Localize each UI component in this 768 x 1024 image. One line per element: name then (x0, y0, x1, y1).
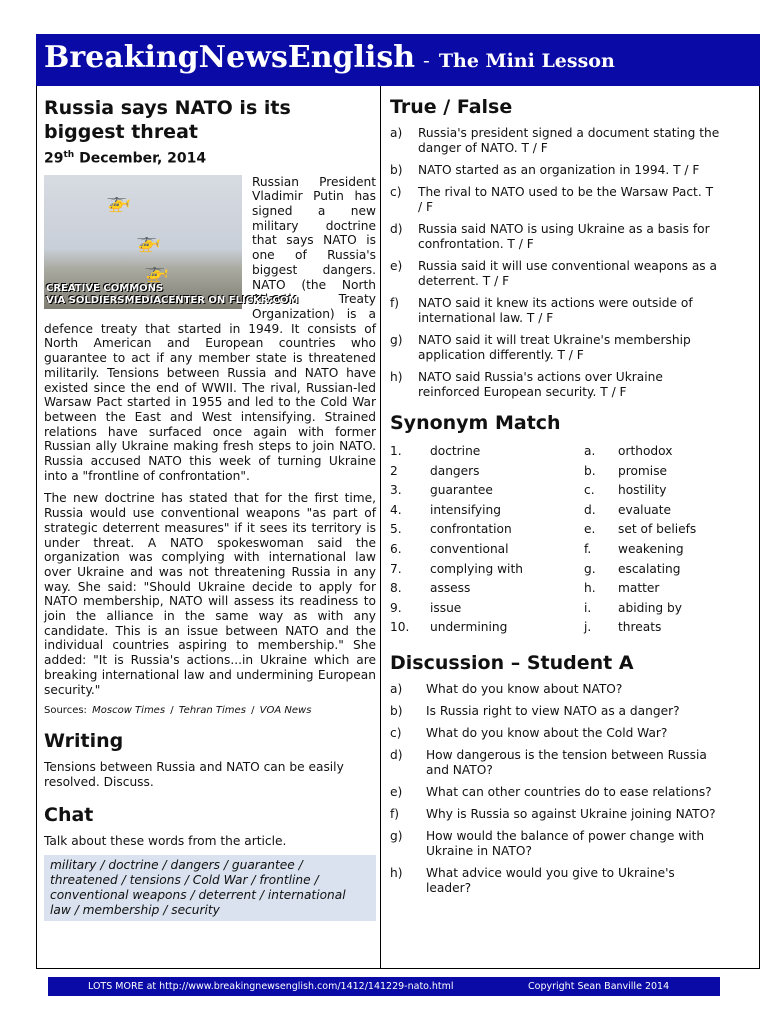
synonym-letter: j. (584, 620, 592, 635)
discussion-question: Why is Russia so against Ukraine joining NATO? (426, 806, 716, 821)
synonym-match: hostility (618, 483, 667, 498)
article-date (44, 150, 376, 167)
synonym-word: dangers (430, 463, 480, 478)
true-false-item (390, 333, 720, 363)
synonym-table (390, 442, 720, 638)
true-false-item (390, 163, 720, 178)
header-banner (36, 34, 760, 86)
synonym-match: matter (618, 581, 660, 596)
true-false-item (390, 222, 720, 252)
synonym-row (390, 520, 720, 540)
true-false-item (390, 370, 720, 400)
item-key: c) (390, 185, 402, 199)
left-column (44, 96, 376, 921)
item-key: h) (390, 370, 403, 384)
item-key: f) (390, 806, 400, 821)
synonym-letter: e. (584, 522, 596, 537)
item-key: b) (390, 703, 403, 718)
synonym-match: abiding by (618, 600, 682, 615)
source-voa-news: VOA News (259, 705, 312, 717)
synonym-match: promise (618, 463, 668, 478)
item-key: h) (390, 865, 403, 880)
synonym-number: 8. (390, 581, 402, 596)
item-statement: NATO started as an organization in 1994. T / F (418, 163, 700, 177)
discussion-item (390, 748, 720, 778)
synonym-match: set of beliefs (618, 522, 697, 537)
helicopter-icon: 🚁 (144, 258, 169, 283)
article-title: Russia says NATO is its biggest threat (44, 97, 291, 143)
synonym-number: 9. (390, 600, 402, 615)
header-dash: - (423, 48, 430, 72)
article-body (44, 175, 376, 698)
synonym-match: orthodox (618, 444, 673, 458)
synonym-letter: b. (584, 463, 596, 478)
synonym-match: evaluate (618, 502, 672, 517)
synonym-word: guarantee (430, 483, 493, 498)
synonym-row (390, 560, 720, 580)
discussion-question: What can other countries do to ease relations? (426, 784, 712, 799)
source-separator: / (170, 705, 174, 717)
footer-url-link[interactable]: LOTS MORE at http://www.breakingnewsenglish.com/1412/141229-nato.html (88, 981, 454, 992)
synonym-number: 6. (390, 541, 402, 556)
discussion-item (390, 829, 720, 859)
discussion-heading: Discussion – Student A (390, 651, 634, 674)
discussion-list (390, 682, 720, 896)
synonym-row (390, 481, 720, 501)
synonym-word: complying with (430, 561, 523, 576)
synonym-number: 1. (390, 444, 402, 458)
synonym-match: threats (618, 620, 662, 635)
chat-heading: Chat (44, 804, 94, 827)
item-key: e) (390, 784, 403, 799)
synonym-row (390, 462, 720, 482)
footer-copyright: Copyright Sean Banville 2014 (528, 981, 670, 992)
discussion-item (390, 807, 720, 822)
synonym-word: conventional (430, 541, 509, 556)
synonym-heading: Synonym Match (390, 412, 561, 434)
true-false-item (390, 185, 720, 215)
synonym-number: 5. (390, 522, 402, 537)
synonym-word: intensifying (430, 502, 501, 517)
synonym-number: 2 (390, 463, 398, 478)
discussion-question: Is Russia right to view NATO as a danger? (426, 703, 680, 718)
synonym-word: confrontation (430, 522, 512, 537)
source-separator: / (251, 705, 255, 717)
helicopter-icon: 🚁 (136, 228, 161, 253)
synonym-word: undermining (430, 620, 508, 635)
discussion-question: What do you know about the Cold War? (426, 725, 668, 740)
date-suffix: th (63, 150, 75, 160)
header-subtitle: The Mini Lesson (438, 50, 615, 72)
synonym-number: 4. (390, 502, 402, 517)
discussion-question: How would the balance of power change with Ukraine in NATO? (426, 828, 705, 858)
discussion-item (390, 866, 720, 896)
synonym-row (390, 540, 720, 560)
item-statement: Russia said NATO is using Ukraine as a basis for confrontation. T / F (418, 222, 710, 251)
date-rest: December, 2014 (74, 150, 207, 167)
item-key: a) (390, 126, 403, 140)
true-false-item (390, 296, 720, 326)
discussion-item (390, 726, 720, 741)
sources-line (44, 705, 376, 716)
item-key: g) (390, 333, 403, 347)
synonym-letter: f. (584, 541, 592, 556)
sources-label: Sources: (44, 705, 87, 717)
article-photo (44, 175, 299, 309)
item-statement: NATO said Russia's actions over Ukraine reinforced European security. T / F (418, 370, 663, 399)
synonym-row (390, 579, 720, 599)
discussion-question: What do you know about NATO? (426, 681, 623, 696)
synonym-number: 7. (390, 561, 402, 576)
item-statement: Russia's president signed a document stating the danger of NATO. T / F (418, 126, 720, 155)
synonym-row (390, 599, 720, 619)
synonym-word: issue (430, 600, 462, 615)
synonym-letter: i. (584, 600, 592, 615)
item-key: c) (390, 725, 402, 740)
right-column (390, 96, 720, 903)
synonym-row (390, 501, 720, 521)
writing-prompt: Tensions between Russia and NATO can be easily resolved. Discuss. (44, 760, 344, 790)
helicopter-icon: 🚁 (106, 188, 131, 213)
discussion-item (390, 785, 720, 800)
writing-heading: Writing (44, 730, 124, 753)
chat-instruction: Talk about these words from the article. (44, 834, 287, 849)
item-key: d) (390, 222, 403, 236)
true-false-item (390, 259, 720, 289)
true-false-list (390, 126, 720, 400)
item-key: a) (390, 681, 403, 696)
synonym-number: 10. (390, 620, 410, 635)
true-false-heading: True / False (390, 96, 513, 118)
article-paragraph-2: The new doctrine has stated that for the first time, Russia would use conventional weapons "as part of strategic deterrent measures" if it sees its territory is under threat. A NATO spokeswoman said the organization was complying with international law over Ukraine and was not threatening Russia in any way. She said: "Should Ukraine decide to apply for NATO membership, NATO will assess its readiness to join the alliance in the same way as with any candidate. This is an issue between NATO and the individual countries aspiring to membership." She added: "It is Russia's actions...in Ukraine which are breaking international law and undermining European security." (44, 491, 376, 697)
item-statement: The rival to NATO used to be the Warsaw Pact. T / F (418, 185, 714, 214)
synonym-row (390, 618, 720, 638)
item-key: b) (390, 163, 403, 177)
discussion-item (390, 682, 720, 697)
photo-credit-source: VIA SOLDIERSMEDIACENTER ON FLICKR.COM (46, 294, 299, 306)
date-day: 29 (44, 150, 64, 167)
item-statement: NATO said it will treat Ukraine's membership application differently. T / F (418, 333, 691, 362)
discussion-question: What advice would you give to Ukraine's leader? (426, 865, 675, 895)
discussion-question: How dangerous is the tension between Russia and NATO? (426, 747, 707, 777)
item-key: f) (390, 296, 400, 310)
item-key: e) (390, 259, 403, 273)
source-tehran-times: Tehran Times (178, 705, 246, 717)
brand-title: BreakingNewsEnglish (44, 40, 416, 75)
true-false-item (390, 126, 720, 156)
photo-credit: CREATIVE COMMONS (46, 282, 164, 294)
item-key: d) (390, 747, 403, 762)
synonym-letter: h. (584, 581, 596, 596)
synonym-letter: g. (584, 561, 596, 576)
synonym-number: 3. (390, 483, 402, 498)
synonym-letter: c. (584, 483, 595, 498)
synonym-word: doctrine (430, 444, 481, 458)
synonym-word: assess (430, 581, 471, 596)
synonym-letter: a. (584, 444, 596, 458)
article-paragraph-1: Russian President Vladimir Putin has signed a new military doctrine that says NATO is one of Russia's biggest dangers. NATO (the North Atlantic Treaty Organization) is a defence treaty that started in 1949. It consists of North American and European countries who guarantee to act if any member state is threatened militarily. Tensions between Russia and NATO have existed since the end of WWII. The rival, Russian-led Warsaw Pact started in 1955 and led to the Cold War between the East and West intensifying. Strained relations have surfaced once again with former Russian ally Ukraine making fresh steps to join NATO. Russia accused NATO this week of turning Ukraine into a "frontline of confrontation". (44, 174, 376, 483)
column-divider (380, 86, 381, 969)
synonym-row (390, 442, 720, 462)
footer-bar (48, 977, 720, 996)
discussion-item (390, 704, 720, 719)
chat-word-box: military / doctrine / dangers / guarantee / threatened / tensions / Cold War / frontline / conventional weapons / deterrent / international law / membership / security (44, 855, 376, 921)
synonym-match: weakening (618, 541, 684, 556)
item-key: g) (390, 828, 403, 843)
item-statement: Russia said it will use conventional weapons as a deterrent. T / F (418, 259, 717, 288)
item-statement: NATO said it knew its actions were outside of international law. T / F (418, 296, 693, 325)
synonym-letter: d. (584, 502, 596, 517)
source-moscow-times: Moscow Times (92, 705, 166, 717)
synonym-match: escalating (618, 561, 681, 576)
